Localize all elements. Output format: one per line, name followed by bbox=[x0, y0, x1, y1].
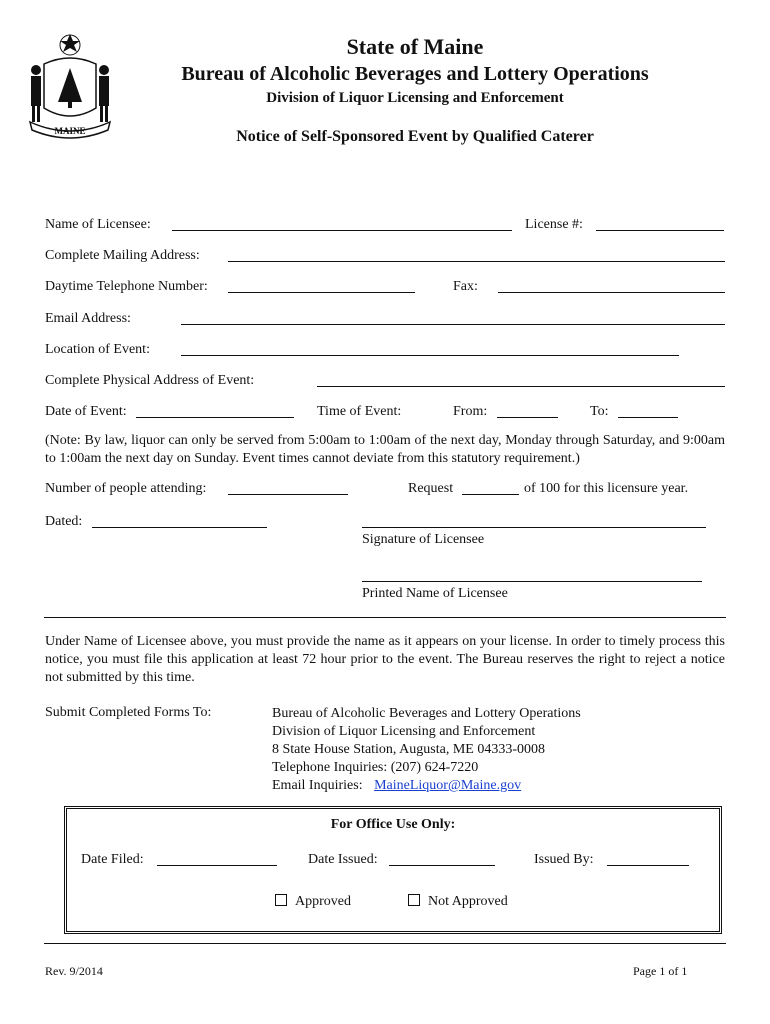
submit-line: Division of Liquor Licensing and Enforcement bbox=[272, 724, 536, 739]
approved-checkbox[interactable] bbox=[275, 894, 287, 906]
request-label: Request bbox=[408, 481, 454, 496]
legal-hours-note: (Note: By law, liquor can only be served from 5:00am to 1:00am of the next day, Monday through Saturday, and 9:00am to 1:00am the next day on Sunday. Event times cannot deviate from this statutory requirement.) bbox=[45, 433, 725, 466]
people-attending-label: Number of people attending: bbox=[45, 481, 207, 496]
bureau-title: Bureau of Alcoholic Beverages and Lottery Operations bbox=[181, 63, 649, 85]
name-of-licensee-field[interactable] bbox=[172, 230, 512, 231]
daytime-phone-label: Daytime Telephone Number: bbox=[45, 279, 208, 294]
date-issued-label: Date Issued: bbox=[308, 852, 378, 867]
daytime-phone-field[interactable] bbox=[228, 292, 415, 293]
signature-label: Signature of Licensee bbox=[362, 532, 485, 547]
state-title: State of Maine bbox=[346, 34, 484, 59]
to-field[interactable] bbox=[618, 417, 678, 418]
notice-title: Notice of Self-Sponsored Event by Qualified Caterer bbox=[236, 128, 594, 145]
from-label: From: bbox=[453, 404, 488, 419]
people-attending-field[interactable] bbox=[228, 494, 348, 495]
location-field[interactable] bbox=[181, 355, 679, 356]
time-of-event-label: Time of Event: bbox=[317, 404, 402, 419]
date-filed-label: Date Filed: bbox=[81, 852, 144, 867]
not-approved-option[interactable] bbox=[408, 894, 508, 910]
section-divider bbox=[44, 617, 726, 618]
office-use-box bbox=[64, 806, 722, 934]
date-of-event-label: Date of Event: bbox=[45, 404, 127, 419]
date-of-event-field[interactable] bbox=[136, 417, 294, 418]
request-suffix: of 100 for this licensure year. bbox=[524, 481, 689, 496]
email-label: Email Address: bbox=[45, 311, 131, 326]
printed-name-label: Printed Name of Licensee bbox=[362, 586, 508, 601]
to-label: To: bbox=[590, 404, 609, 419]
submit-label: Submit Completed Forms To: bbox=[45, 705, 212, 720]
physical-address-field[interactable] bbox=[317, 386, 725, 387]
email-inquiries-line bbox=[272, 777, 581, 795]
submit-address bbox=[272, 705, 581, 795]
svg-text:MAINE: MAINE bbox=[54, 126, 86, 136]
instructions-paragraph: Under Name of Licensee above, you must provide the name as it appears on your license. In order to timely process this notice, you must file this application at least 72 hour prior to the event. The Bureau reserves the right to reject a notice not submitted by this time. bbox=[45, 634, 725, 685]
date-filed-field[interactable] bbox=[157, 865, 277, 866]
division-title: Division of Liquor Licensing and Enforcement bbox=[266, 90, 564, 106]
mailing-address-label: Complete Mailing Address: bbox=[45, 248, 200, 263]
email-inquiries-label: Email Inquiries: bbox=[272, 778, 363, 793]
printed-name-field[interactable] bbox=[362, 581, 702, 582]
license-number-label: License #: bbox=[525, 217, 583, 232]
location-label: Location of Event: bbox=[45, 342, 150, 357]
physical-address-label: Complete Physical Address of Event: bbox=[45, 373, 255, 388]
fax-label: Fax: bbox=[453, 279, 478, 294]
name-of-licensee-label: Name of Licensee: bbox=[45, 217, 151, 232]
dated-field[interactable] bbox=[92, 527, 267, 528]
signature-field[interactable] bbox=[362, 527, 706, 528]
from-field[interactable] bbox=[497, 417, 558, 418]
dated-label: Dated: bbox=[45, 514, 83, 529]
issued-by-label: Issued By: bbox=[534, 852, 594, 867]
page-number: Page 1 of 1 bbox=[633, 964, 688, 978]
issued-by-field[interactable] bbox=[607, 865, 689, 866]
office-use-title: For Office Use Only: bbox=[330, 817, 456, 832]
submit-line: Telephone Inquiries: (207) 624-7220 bbox=[272, 760, 479, 775]
date-issued-field[interactable] bbox=[389, 865, 495, 866]
fax-field[interactable] bbox=[498, 292, 725, 293]
email-link[interactable]: MaineLiquor@Maine.gov bbox=[374, 778, 522, 793]
footer-divider bbox=[44, 943, 726, 944]
approved-label: Approved bbox=[295, 894, 351, 909]
mailing-address-field[interactable] bbox=[228, 261, 725, 262]
request-field[interactable] bbox=[462, 494, 519, 495]
submit-line: Bureau of Alcoholic Beverages and Lottery Operations bbox=[272, 706, 581, 721]
submit-line: 8 State House Station, Augusta, ME 04333-0008 bbox=[272, 742, 545, 757]
email-field[interactable] bbox=[181, 324, 725, 325]
not-approved-checkbox[interactable] bbox=[408, 894, 420, 906]
revision-label: Rev. 9/2014 bbox=[45, 964, 103, 978]
approved-option[interactable] bbox=[275, 894, 351, 910]
not-approved-label: Not Approved bbox=[428, 894, 508, 909]
license-number-field[interactable] bbox=[596, 230, 724, 231]
